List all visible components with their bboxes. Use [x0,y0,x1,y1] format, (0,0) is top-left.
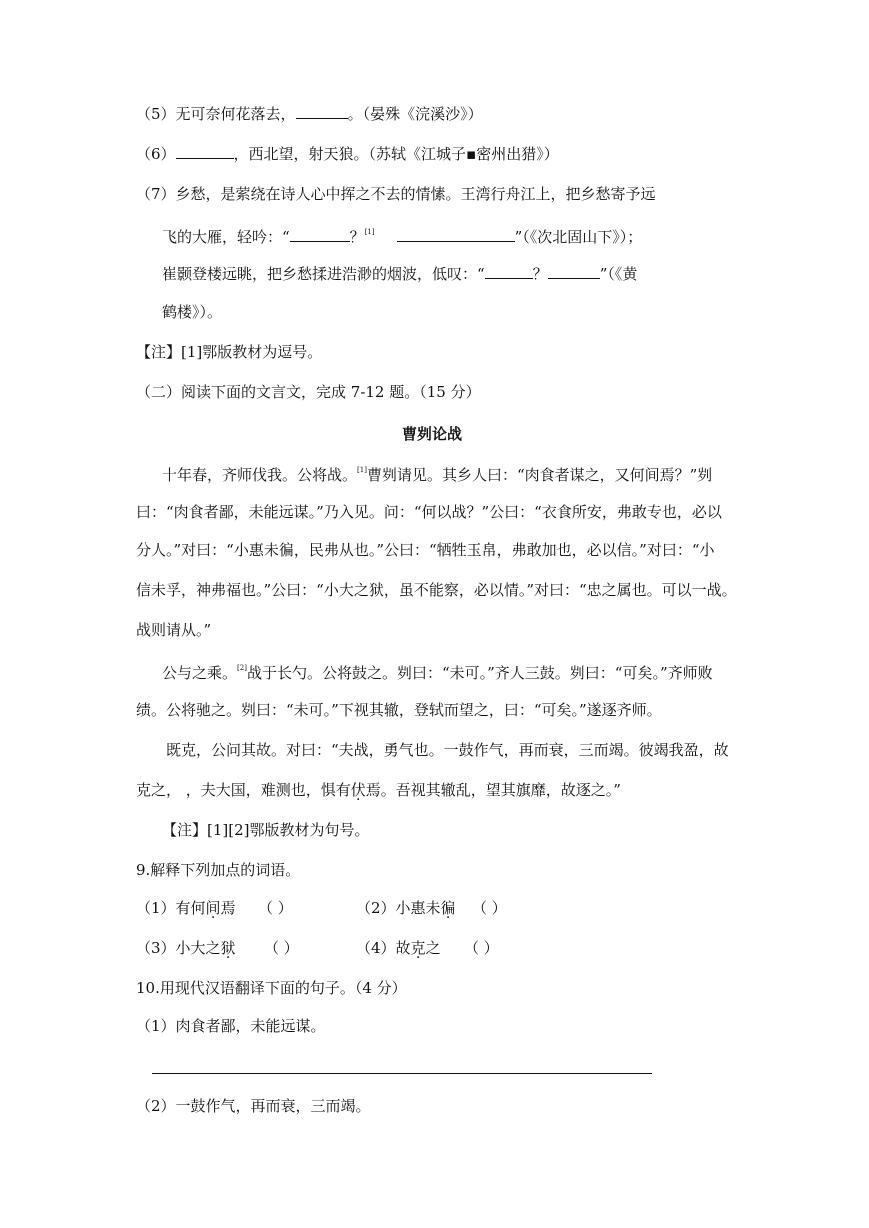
passage-p1-line-5: 战则请从。” [136,621,212,639]
q9-answer-4[interactable]: （ ） [464,939,499,957]
answer-blank[interactable] [485,264,533,279]
poem-source: ”（《次北固山下》）； [514,228,643,246]
punctuation: ？ [349,228,365,246]
passage-p1-line-3: 分人。”对曰：“小惠未徧，民弗从也。”公曰：“牺牲玉帛，弗敢加也，必以信。”对曰：“小 [136,541,715,559]
passage-p2-line-2: 绩。公将驰之。刿曰：“未可。”下视其辙，登轼而望之，曰：“可矣。”遂逐齐师。 [136,701,662,719]
answer-blank[interactable] [397,227,515,242]
question-number: （6） [136,145,176,163]
question-9-title: 9.解释下列加点的词语。 [136,861,301,879]
item-text: 之 [425,939,441,957]
passage-p1-line-4: 信未孚，神弗福也。”公曰：“小大之狱，虽不能察，必以情。”对曰：“忠之属也。可以一战。 [136,581,737,599]
dotted-char: 狱 [220,939,236,957]
poem-source: ”（《黄 [599,265,638,283]
poem-text: 崔颢登楼远眺，把乡愁揉进浩渺的烟波，低叹：“ [162,265,485,283]
passage-title: 曹刿论战 [402,425,463,443]
item-text: （1）有何 [136,899,206,917]
footnote-ref: [1] [357,466,367,474]
q10-sentence-1: （1）肉食者鄙，未能远谋。 [136,1017,326,1035]
question-7-line-3 [162,264,637,284]
question-number: （5） [136,105,176,123]
item-text: （2）小惠未 [356,899,441,917]
passage-p1-line-2: 曰：“肉食者鄙，未能远谋。”乃入见。问：“何以战？”公曰：“衣食所安，弗敢专也，必以 [136,503,722,521]
passage-text: 克之， ，夫大国，难测也，惧有 [136,781,351,799]
item-text: （3）小大之 [136,939,221,957]
passage-text: 十年春，齐师伐我。公将战。 [162,466,358,484]
footnote-ref: [2] [237,664,247,672]
poem-source: ，西北望，射天狼。（苏轼《江城子▪密州出猎》） [233,145,559,163]
passage-text: 战于长勺。公将鼓之。刿曰：“未可。”齐人三鼓。刿曰：“可矣。”齐师败 [246,664,713,682]
q9-answer-3[interactable]: （ ） [264,939,299,957]
item-text: （4）故 [356,939,411,957]
passage-p3-line-2 [136,780,621,800]
passage-text: 公与之乘。 [162,664,238,682]
q9-item-3 [136,938,236,958]
passage-p2-line-1 [162,660,713,683]
answer-blank[interactable] [176,144,234,159]
dotted-char: 克 [410,939,426,957]
dotted-char: 徧 [440,899,456,917]
q9-item-2 [356,898,456,918]
section-heading: （二）阅读下面的文言文，完成 7-12 题。（15 分） [136,383,481,401]
answer-blank[interactable] [290,227,350,242]
footnote-ref: [1] [364,228,375,236]
answer-blank[interactable] [548,264,600,279]
passage-text: 曹刿请见。其乡人曰：“肉食者谋之，又何间焉？”刿 [366,466,713,484]
dotted-char: 间 [205,899,221,917]
question-7-line-4: 鹤楼》）。 [162,303,223,321]
answer-blank[interactable] [296,104,348,119]
q9-item-4 [356,938,441,958]
question-5 [136,104,483,124]
passage-text: 焉。吾视其辙乱，望其旗靡，故逐之。” [365,781,621,799]
q9-answer-1[interactable]: （ ） [258,899,293,917]
question-7-line-2 [162,224,642,247]
poem-source: 。（晏殊《浣溪沙》） [347,105,483,123]
passage-footnote: 【注】[1][2]鄂版教材为句号。 [162,821,370,839]
q9-item-1 [136,898,236,918]
question-10-title: 10.用现代汉语翻译下面的句子。（4 分） [136,979,407,997]
footnote: 【注】[1]鄂版教材为逗号。 [136,343,323,361]
answer-line[interactable] [152,1073,652,1074]
poem-text: 无可奈何花落去， [175,105,296,123]
dotted-char: 伏 [350,781,366,799]
passage-p3-line-1: 既克，公问其故。对曰：“夫战，勇气也。一鼓作气，再而衰，三而竭。彼竭我盈，故 [166,741,729,759]
poem-text: 飞的大雁，轻吟：“ [162,228,290,246]
question-6 [136,144,559,164]
punctuation: ？ [532,265,548,283]
question-7-line-1: （7）乡愁，是萦绕在诗人心中挥之不去的情愫。王湾行舟江上，把乡愁寄予远 [136,185,656,203]
item-text: 焉 [220,899,236,917]
q10-sentence-2: （2）一鼓作气，再而衰，三而竭。 [136,1097,371,1115]
q9-answer-2[interactable]: （ ） [472,899,507,917]
passage-p1-line-1 [162,462,712,485]
